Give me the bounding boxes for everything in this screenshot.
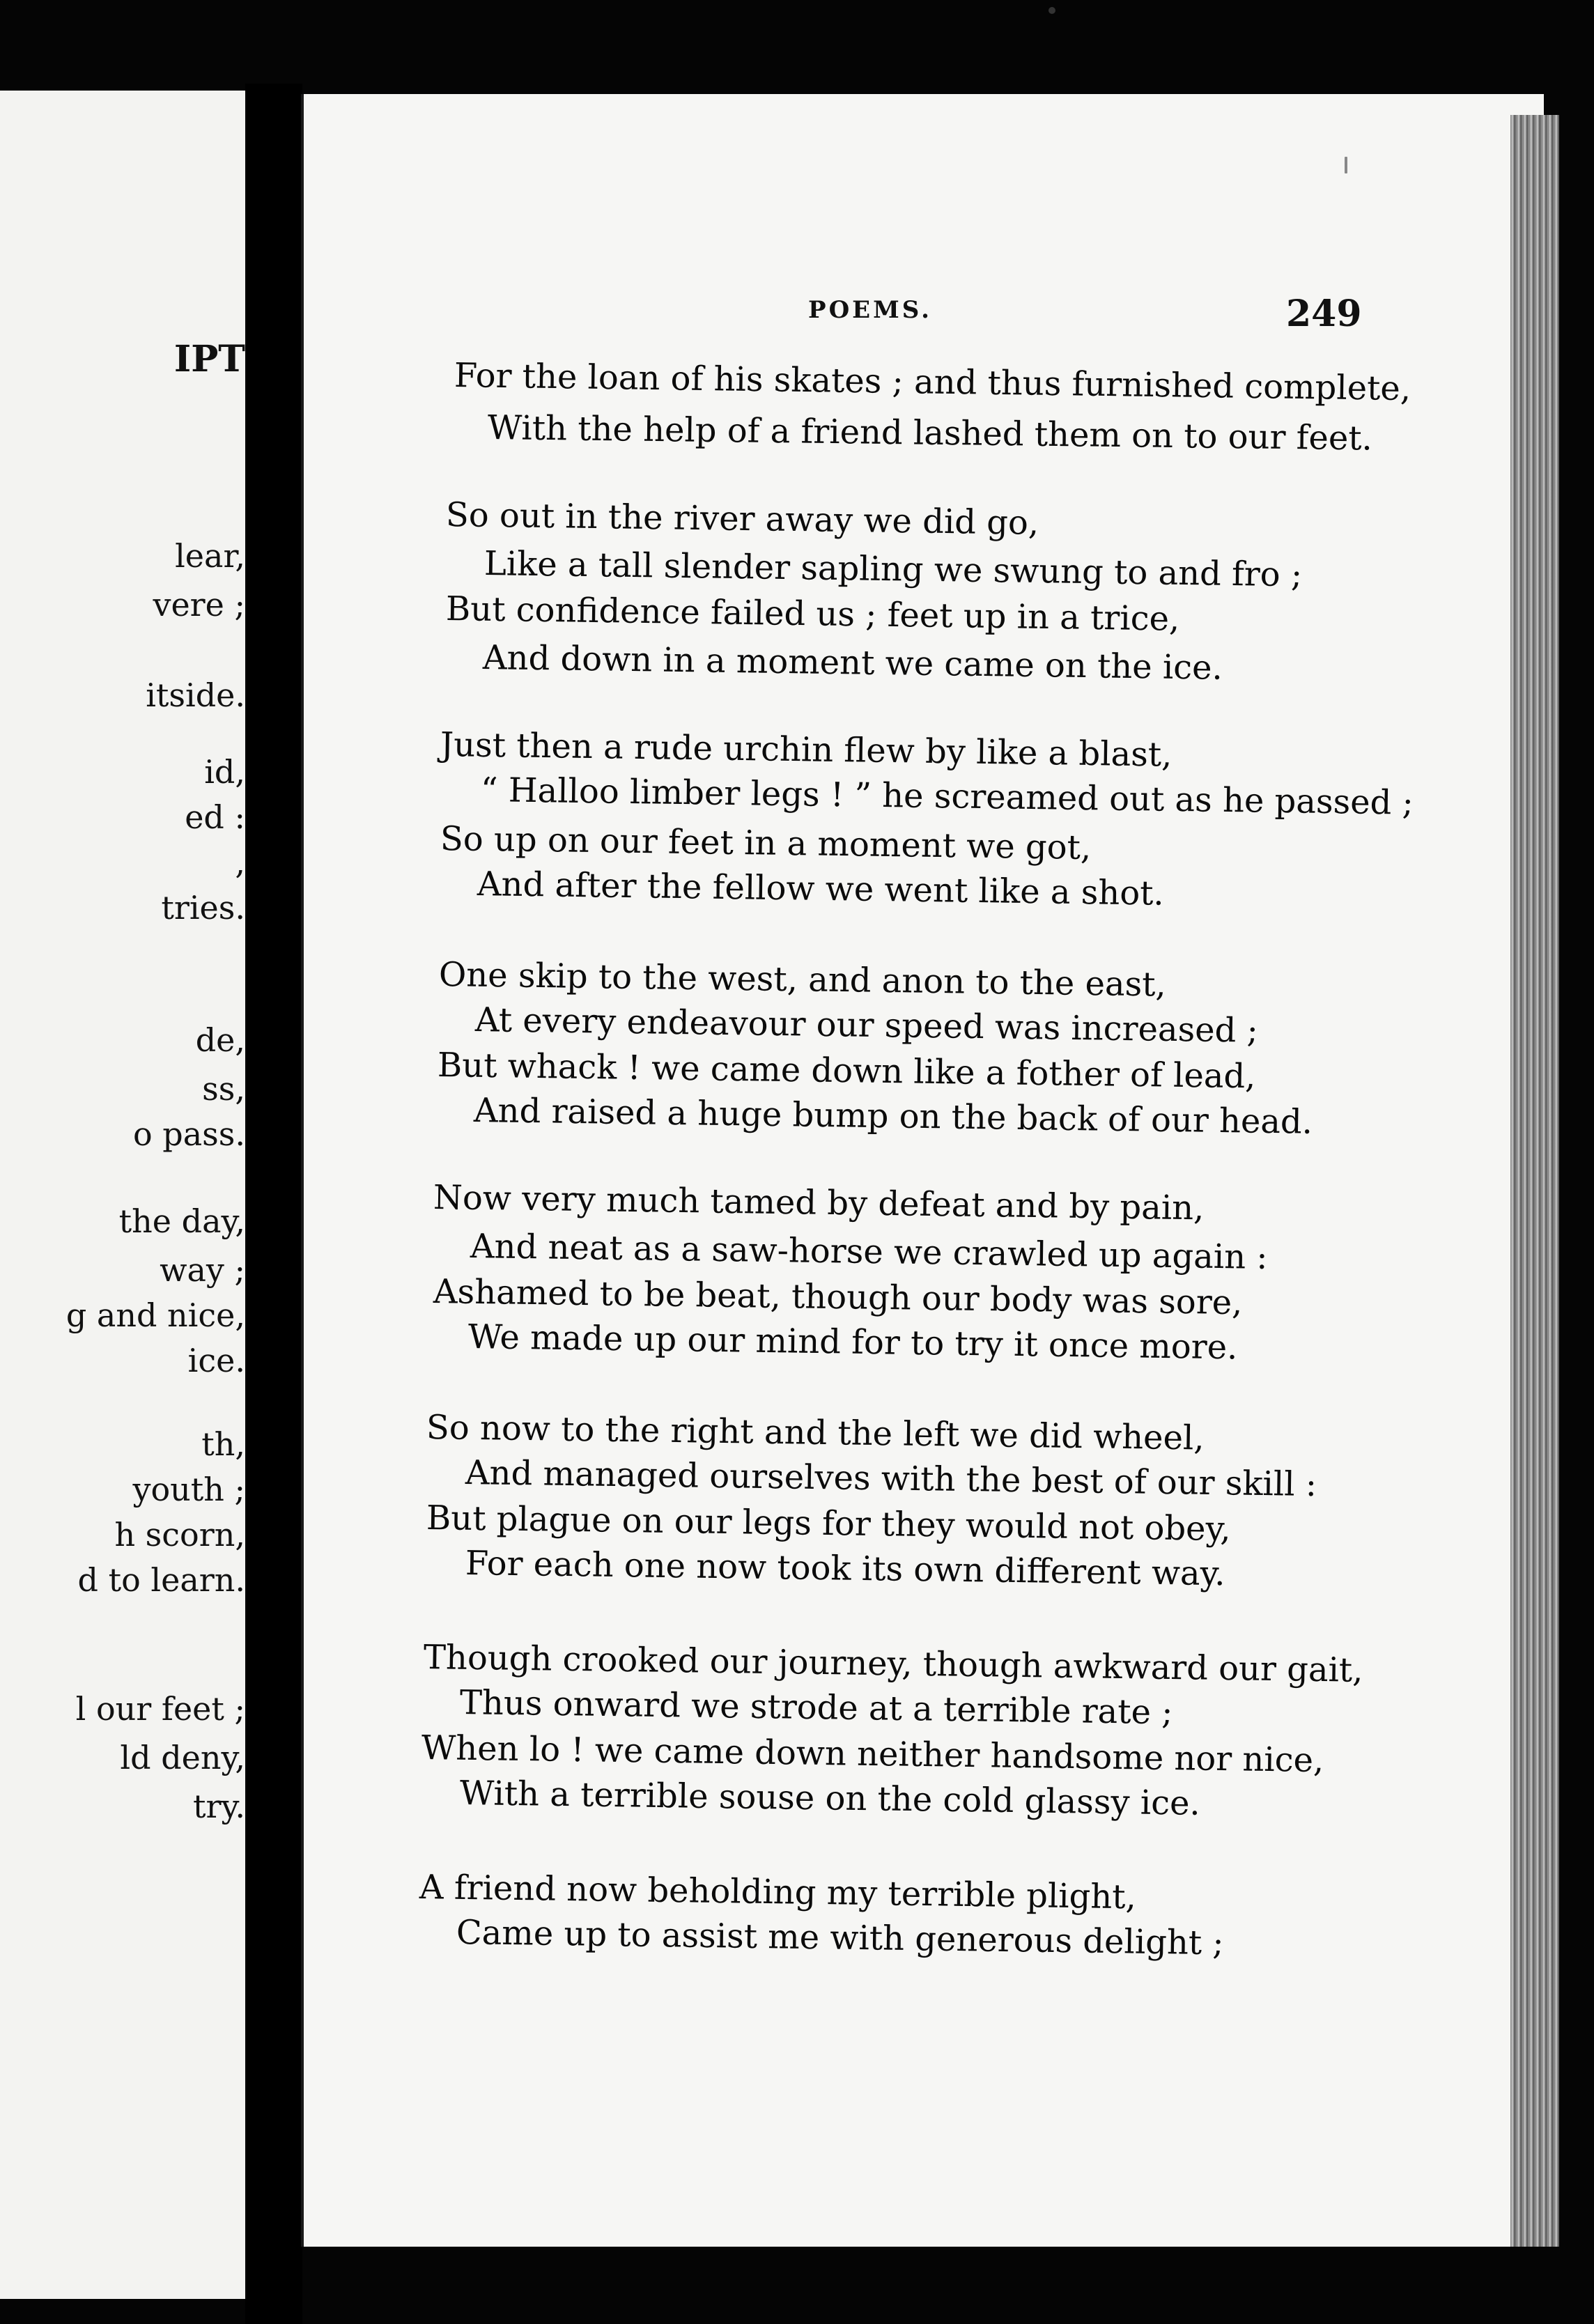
left-page-fragment: , (235, 844, 245, 881)
left-page-fragment: youth ; (132, 1471, 245, 1508)
poem-line: Ashamed to be beat, though our body was sore, (433, 1272, 1243, 1323)
poem-line: Though crooked our journey, though awkward our gait, (423, 1638, 1363, 1690)
poem-line: So now to the right and the left we did wheel, (426, 1408, 1205, 1458)
poem-line: And down in a moment we came on the ice. (482, 638, 1223, 688)
left-page-fragment: vere ; (153, 586, 245, 623)
poem-line: Like a tall slender sapling we swung to and fro ; (483, 544, 1303, 595)
poem-line: Now very much tamed by defeat and by pain, (433, 1178, 1205, 1228)
poem-line: Came up to assist me with generous delight ; (456, 1913, 1224, 1963)
poem-line: With a terrible souse on the cold glassy ice. (459, 1774, 1201, 1823)
poem-line: “ Halloo limber legs ! ” he screamed out as he passed ; (480, 770, 1414, 823)
running-head: POEMS. (808, 296, 932, 324)
left-page-fragment: ed : (185, 798, 245, 836)
poem-line: We made up our mind for to try it once more. (467, 1317, 1238, 1368)
poem-line: Just then a rude urchin flew by like a blast, (440, 725, 1173, 775)
left-page-fragment: itside. (146, 676, 245, 714)
poem-line: So out in the river away we did go, (445, 495, 1039, 543)
poem-line: And neat as a saw-horse we crawled up again : (470, 1227, 1268, 1277)
book-gutter (245, 84, 302, 2324)
left-page-fragment: try. (193, 1788, 245, 1825)
poem-line: For the loan of his skates ; and thus furnished complete, (454, 356, 1411, 409)
left-page (0, 91, 245, 2299)
left-page-fragment: o pass. (132, 1115, 245, 1153)
poem-line: And managed ourselves with the best of our skill : (465, 1453, 1317, 1505)
scan-speck (1049, 7, 1055, 14)
left-page-fragment: th, (201, 1425, 245, 1463)
left-page-fragment: l our feet ; (75, 1690, 245, 1728)
left-page-fragment: ld deny, (120, 1739, 245, 1776)
left-page-fragment: h scorn, (114, 1516, 245, 1554)
left-page-fragment: de, (195, 1021, 245, 1059)
left-page-fragment: d to learn. (77, 1561, 245, 1599)
left-page-fragment: id, (204, 753, 245, 791)
poem-line: And after the fellow we went like a shot. (477, 865, 1165, 913)
scan-mark (1345, 157, 1347, 173)
poem-line: But plague on our legs for they would not obey, (426, 1498, 1231, 1549)
poem-line: When lo ! we came down neither handsome nor nice, (421, 1728, 1324, 1781)
page-edges (1510, 115, 1559, 2247)
poem-line: For each one now took its own different way. (465, 1544, 1226, 1594)
poem-line: So up on our feet in a moment we got, (440, 819, 1092, 868)
left-page-fragment: ice. (187, 1342, 245, 1379)
poem-line: And raised a huge bump on the back of our head. (473, 1091, 1313, 1142)
left-page-fragment: g and nice, (65, 1296, 245, 1334)
left-page-fragment: IPT (173, 338, 245, 380)
page-number: 249 (1286, 293, 1362, 335)
poem-line: But whack ! we came down like a fother of lead, (437, 1046, 1256, 1097)
poem-line: With the help of a friend lashed them on to our feet. (487, 408, 1373, 458)
left-page-fragment: ss, (202, 1070, 245, 1108)
poem-line: At every endeavour our speed was increased ; (474, 1000, 1259, 1051)
poem-line: Thus onward we strode at a terrible rate ; (459, 1683, 1173, 1733)
poem-line: But confidence failed us ; feet up in a trice, (445, 589, 1180, 639)
left-page-fragment: lear, (175, 537, 245, 575)
left-page-fragment: tries. (161, 889, 245, 927)
poem-line: One skip to the west, and anon to the east, (438, 955, 1167, 1005)
left-page-fragment: way ; (160, 1251, 245, 1289)
poem-line: A friend now beholding my terrible plight, (419, 1868, 1137, 1917)
left-page-fragment: the day, (118, 1202, 245, 1240)
